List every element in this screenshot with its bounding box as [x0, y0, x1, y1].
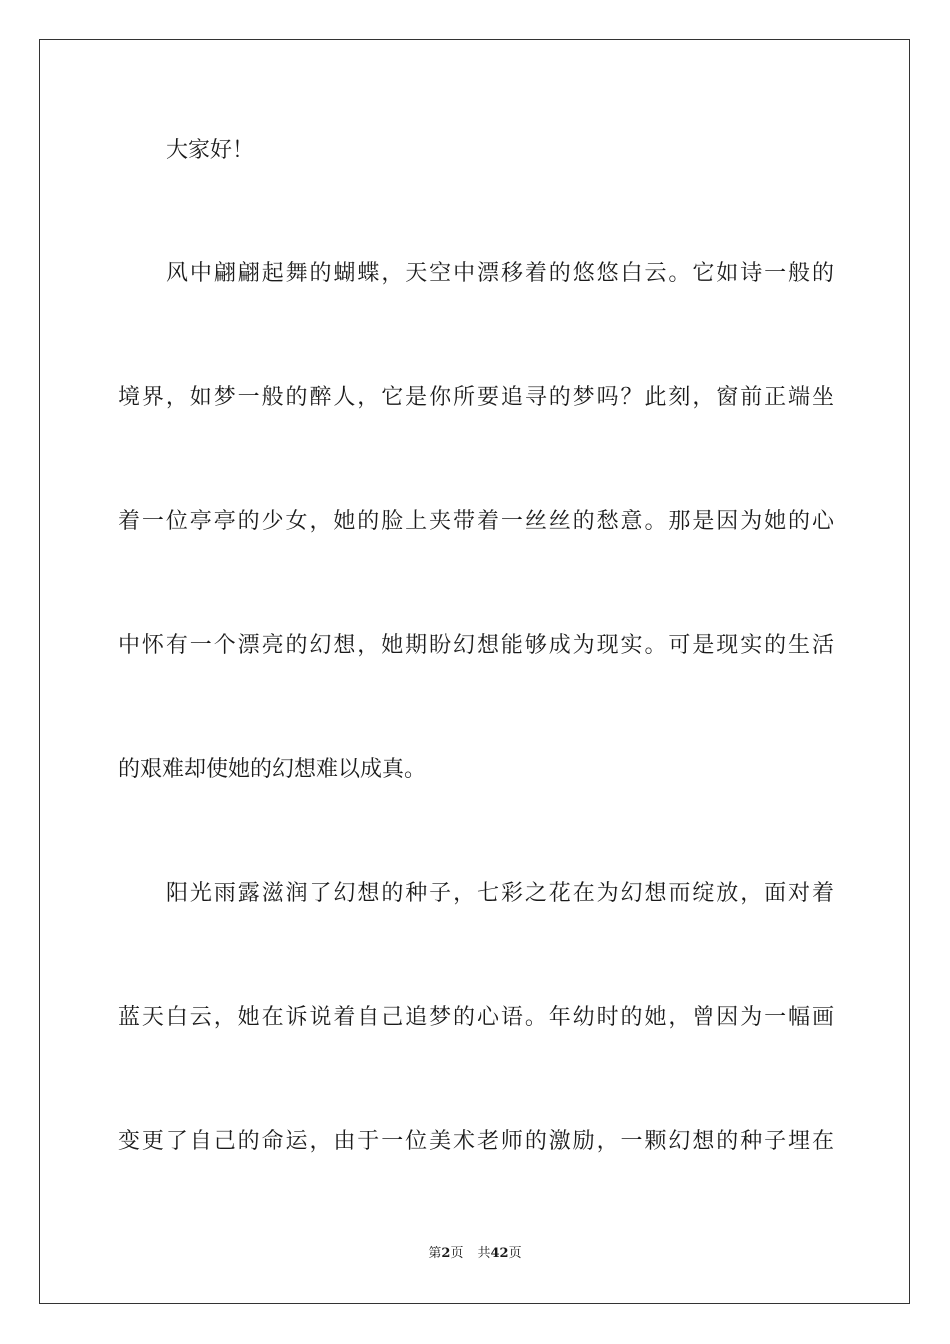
- page-number: 2: [441, 1246, 451, 1261]
- paragraph-1-line-1: 风中翩翩起舞的蝴蝶，天空中漂移着的悠悠白云。它如诗一般的: [166, 261, 834, 286]
- paragraph-2-line-2: 蓝天白云，她在诉说着自己追梦的心语。年幼时的她，曾因为一幅画: [118, 1005, 834, 1030]
- paragraph-1-line-5: 的艰难却使她的幻想难以成真。: [118, 757, 427, 782]
- page-footer: [0, 1245, 950, 1263]
- paragraph-2-line-3: 变更了自己的命运，由于一位美术老师的激励，一颗幻想的种子埋在: [118, 1129, 834, 1154]
- total-prefix: 共: [477, 1246, 491, 1261]
- page-frame: [39, 39, 910, 1304]
- paragraph-2-line-1: 阳光雨露滋润了幻想的种子，七彩之花在为幻想而绽放，面对着: [166, 881, 834, 906]
- paragraph-1-line-3: 着一位亭亭的少女，她的脸上夹带着一丝丝的愁意。那是因为她的心: [118, 509, 834, 534]
- greeting-line: 大家好！: [166, 138, 255, 163]
- total-pages: 42: [490, 1246, 509, 1261]
- page-suffix: 页: [450, 1246, 464, 1261]
- total-suffix: 页: [508, 1246, 522, 1261]
- paragraph-1-line-4: 中怀有一个漂亮的幻想，她期盼幻想能够成为现实。可是现实的生活: [118, 633, 834, 658]
- page-prefix: 第: [428, 1246, 442, 1261]
- paragraph-1-line-2: 境界，如梦一般的醉人，它是你所要追寻的梦吗？此刻，窗前正端坐: [118, 385, 834, 410]
